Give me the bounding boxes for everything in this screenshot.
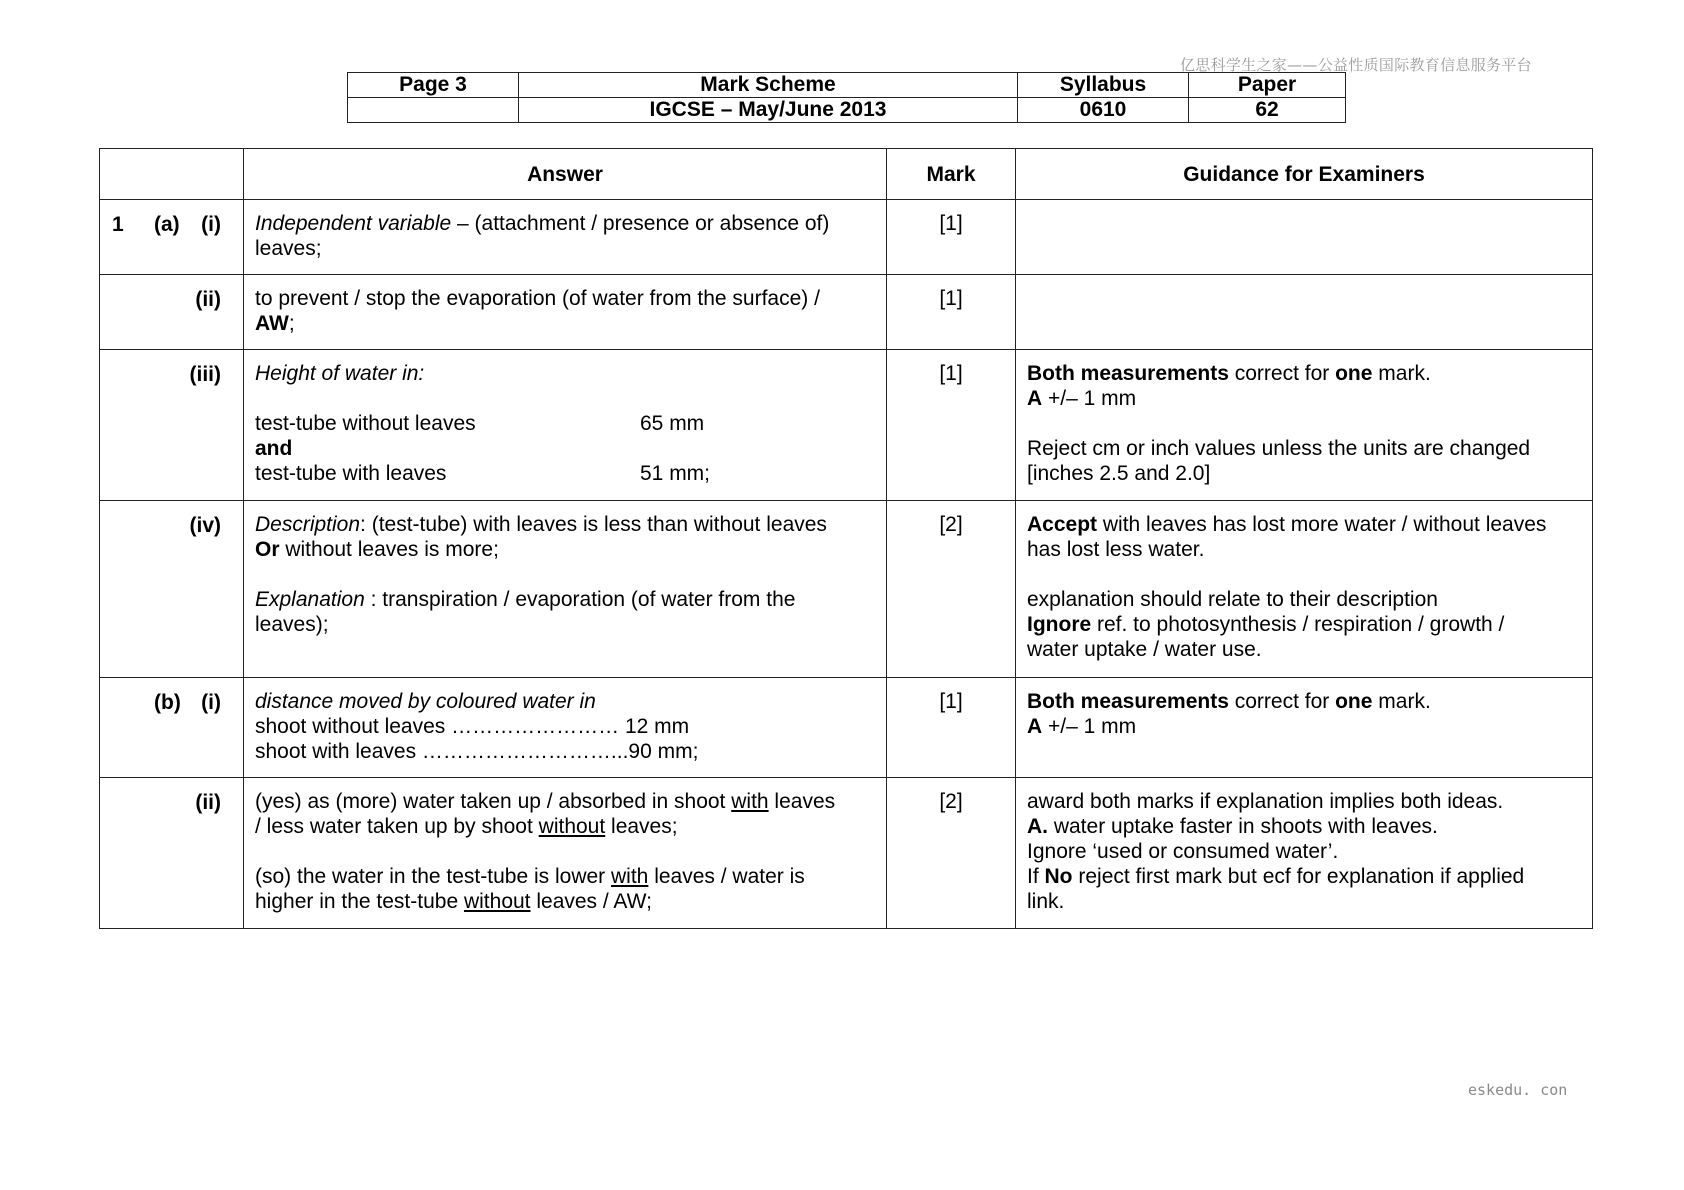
- guidance-bold: A.: [1027, 815, 1048, 838]
- header-syllabus: 0610: [1018, 98, 1189, 123]
- answer-bold: Or: [255, 538, 280, 561]
- answer-column-header: Answer: [244, 149, 887, 200]
- answer-italic: Explanation: [255, 588, 365, 611]
- answer-text: test-tube without leaves: [255, 412, 476, 435]
- answer-text: leaves / AW;: [530, 890, 652, 913]
- answer-italic: Independent variable: [255, 212, 452, 235]
- answer-text: shoot with leaves ………………………...90 mm;: [255, 740, 699, 763]
- guidance-bold: one: [1335, 362, 1373, 385]
- guidance-cell: [1016, 350, 1593, 501]
- answer-cell: [244, 501, 887, 678]
- guidance-text: explanation should relate to their description: [1027, 588, 1438, 611]
- watermark-top: 亿思科学生之家——公益性质国际教育信息服务平台: [1180, 56, 1532, 74]
- answer-text: : transpiration / evaporation (of water from the: [364, 588, 796, 611]
- answer-text: leaves;: [255, 237, 322, 260]
- header-page: Page 3: [348, 73, 519, 98]
- answer-cell: [244, 678, 887, 778]
- question-label: [100, 350, 244, 501]
- question-part: (b): [154, 691, 181, 714]
- guidance-text: If: [1027, 865, 1045, 888]
- mark-cell: [1]: [887, 200, 1016, 275]
- guidance-bold: A: [1027, 387, 1043, 410]
- question-subpart: (iii): [189, 363, 221, 386]
- guidance-cell: [1016, 200, 1593, 275]
- question-label: [100, 275, 244, 350]
- mark-cell: [2]: [887, 501, 1016, 678]
- answer-text: leaves / water is: [648, 865, 805, 888]
- guidance-text: +/– 1 mm: [1042, 715, 1137, 738]
- mark-cell: [1]: [887, 350, 1016, 501]
- answer-text: (so) the water in the test-tube is lower: [255, 865, 611, 888]
- watermark-bottom: eskedu. con: [1468, 1081, 1568, 1099]
- guidance-cell: [1016, 501, 1593, 678]
- answer-bold: and: [255, 437, 293, 460]
- answer-text: higher in the test-tube: [255, 890, 464, 913]
- guidance-text: ref. to photosynthesis / respiration / growth /: [1091, 613, 1505, 636]
- answer-value: 65 mm: [640, 412, 705, 435]
- mark-cell: [2]: [887, 778, 1016, 929]
- question-subpart: (ii): [195, 288, 221, 311]
- guidance-text: reject first mark but ecf for explanation if applied: [1072, 865, 1525, 888]
- table-row: [100, 350, 1593, 501]
- answer-underline: with: [611, 865, 649, 888]
- header-empty-cell: [348, 98, 519, 123]
- guidance-text: water uptake / water use.: [1027, 638, 1262, 661]
- answer-text: (yes) as (more) water taken up / absorbed in shoot: [255, 790, 732, 813]
- question-subpart: (ii): [195, 791, 221, 814]
- answer-bold: AW: [255, 312, 289, 335]
- question-label: [100, 678, 244, 778]
- guidance-bold: A: [1027, 715, 1043, 738]
- question-subpart: (i): [201, 213, 221, 236]
- answer-text: without leaves is more;: [279, 538, 499, 561]
- answer-underline: without: [538, 815, 606, 838]
- guidance-bold: Accept: [1027, 513, 1098, 536]
- question-number: 1: [112, 213, 124, 236]
- guidance-text: Ignore ‘used or consumed water’.: [1027, 840, 1339, 863]
- guidance-text: water uptake faster in shoots with leaves.: [1048, 815, 1438, 838]
- guidance-text: mark.: [1372, 690, 1431, 713]
- answer-text: : (test-tube) with leaves is less than without leaves: [360, 513, 827, 536]
- guidance-text: correct for: [1228, 362, 1336, 385]
- answer-text: leaves;: [605, 815, 678, 838]
- mark-scheme-table: [99, 148, 1593, 929]
- table-row: [100, 275, 1593, 350]
- answer-text: leaves: [768, 790, 836, 813]
- table-header-row: [100, 149, 1593, 200]
- table-row: [100, 778, 1593, 929]
- header-table: [347, 72, 1346, 123]
- question-label: [100, 200, 244, 275]
- guidance-text: [inches 2.5 and 2.0]: [1027, 462, 1211, 485]
- mark-cell: [1]: [887, 678, 1016, 778]
- table-row: [100, 501, 1593, 678]
- guidance-text: has lost less water.: [1027, 538, 1205, 561]
- question-column-header: [100, 149, 244, 200]
- guidance-column-header: Guidance for Examiners: [1016, 149, 1593, 200]
- guidance-text: correct for: [1228, 690, 1336, 713]
- guidance-cell: [1016, 275, 1593, 350]
- question-part: (a): [154, 213, 180, 236]
- guidance-text: +/– 1 mm: [1042, 387, 1137, 410]
- answer-text: – (attachment / presence or absence of): [451, 212, 830, 235]
- guidance-text: award both marks if explanation implies both ideas.: [1027, 790, 1504, 813]
- guidance-text: with leaves has lost more water / without leaves: [1097, 513, 1547, 536]
- guidance-bold: No: [1044, 865, 1073, 888]
- answer-italic: Height of water in:: [255, 362, 425, 385]
- guidance-text: link.: [1027, 890, 1065, 913]
- question-subpart: (i): [201, 691, 221, 714]
- answer-cell: [244, 350, 887, 501]
- answer-text: to prevent / stop the evaporation (of water from the surface) /: [255, 287, 820, 310]
- answer-text: ;: [288, 312, 295, 335]
- header-exam: IGCSE – May/June 2013: [519, 98, 1018, 123]
- answer-text: leaves);: [255, 613, 329, 636]
- answer-text: shoot without leaves …………………… 12 mm: [255, 715, 690, 738]
- question-label: [100, 501, 244, 678]
- mark-cell: [1]: [887, 275, 1016, 350]
- question-label: [100, 778, 244, 929]
- answer-cell: [244, 275, 887, 350]
- header-mark-scheme-label: Mark Scheme: [519, 73, 1018, 98]
- header-syllabus-label: Syllabus: [1018, 73, 1189, 98]
- header-paper-label: Paper: [1189, 73, 1346, 98]
- guidance-text: mark.: [1372, 362, 1431, 385]
- answer-italic: distance moved by coloured water in: [255, 690, 596, 713]
- question-subpart: (iv): [189, 514, 221, 537]
- answer-italic: Description: [255, 513, 361, 536]
- answer-text: / less water taken up by shoot: [255, 815, 539, 838]
- header-paper: 62: [1189, 98, 1346, 123]
- table-row: [100, 678, 1593, 778]
- mark-column-header: Mark: [887, 149, 1016, 200]
- answer-text: test-tube with leaves: [255, 462, 447, 485]
- guidance-bold: Both measurements: [1027, 690, 1229, 713]
- guidance-text: Reject cm or inch values unless the units are changed: [1027, 437, 1531, 460]
- guidance-cell: [1016, 778, 1593, 929]
- answer-cell: [244, 200, 887, 275]
- answer-underline: without: [463, 890, 531, 913]
- answer-underline: with: [731, 790, 769, 813]
- table-row: [100, 200, 1593, 275]
- guidance-bold: Ignore: [1027, 613, 1092, 636]
- guidance-bold: one: [1335, 690, 1373, 713]
- guidance-bold: Both measurements: [1027, 362, 1229, 385]
- answer-cell: [244, 778, 887, 929]
- answer-value: 51 mm;: [640, 462, 711, 485]
- guidance-cell: [1016, 678, 1593, 778]
